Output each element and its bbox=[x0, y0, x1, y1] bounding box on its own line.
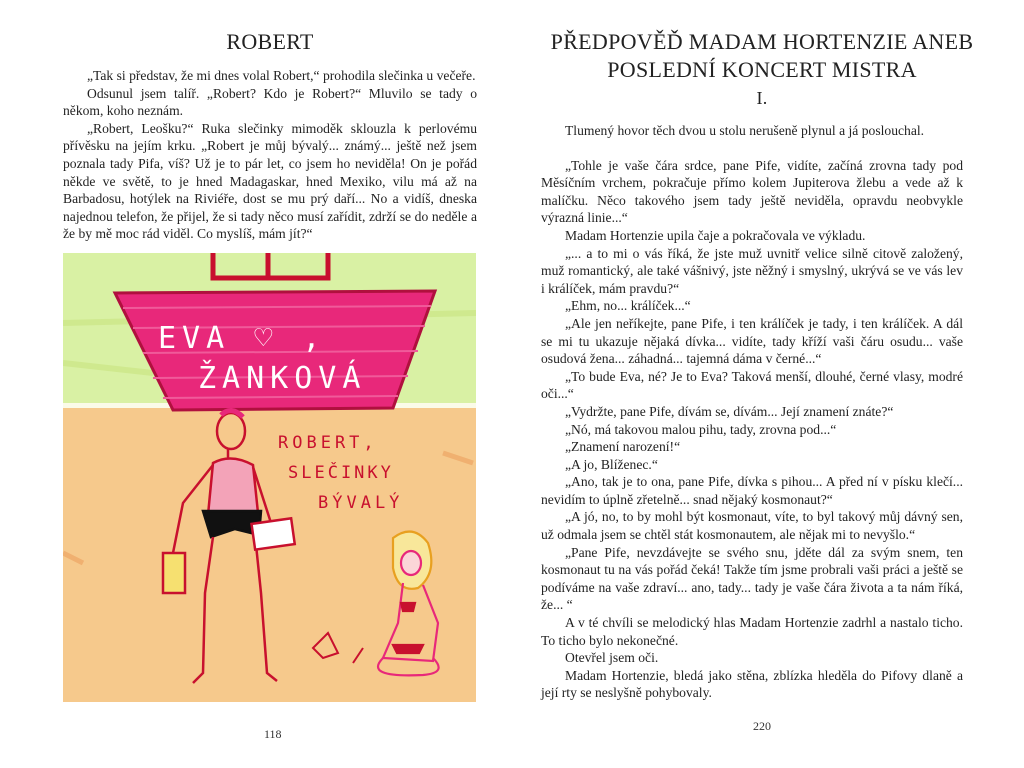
chapter-title-line2: POSLEDNÍ KONCERT MISTRA bbox=[607, 57, 917, 82]
paragraph: „Pane Pife, nevzdávejte se svého snu, jděte dál za svým snem, ten kosmonaut tu na vás pořád čeká! Takže tím jsme probrali vaši práci a ještě se podíváme na vaše zdraví... ano, tady... tady je vaše čára života a ta nám říká, že... “ bbox=[541, 544, 963, 613]
clipboard bbox=[252, 518, 295, 549]
paragraph: Odsunul jsem talíř. „Robert? Kdo je Robert?“ Mluvilo se tady o někom, koho neznám. bbox=[63, 85, 477, 119]
paragraph: „Ano, tak je to ona, pane Pife, dívka s pihou... A před ní v písku klečí... nevidím to úplně zřetelně... snad nějaký kosmonaut?“ bbox=[541, 474, 963, 507]
boat-text-line2: ŽANKOVÁ bbox=[198, 361, 367, 396]
paragraph: Tlumený hovor těch dvou u stolu nerušeně plynul a já poslouchal. bbox=[565, 123, 925, 138]
paragraph: „Tak si představ, že mi dnes volal Robert,“ prohodila slečinka u večeře. bbox=[87, 68, 476, 83]
boat-text-line1: EVA ♡ , bbox=[158, 321, 327, 356]
paragraph: Madam Hortenzie, bledá jako stěna, zblízka hleděla do Pifovy dlaně a její rty se neslyšně pohybovaly. bbox=[541, 667, 963, 701]
right-page-text bbox=[541, 122, 963, 702]
paragraph: „... a to mi o vás říká, že jste muž uvnitř velice silně citově založený, muž romantický, ale také vášnivý, jste něžný i smyslný, ukrývá se ve vás lev i králíček, mám pravdu?“ bbox=[541, 245, 963, 296]
chapter-title-line1: PŘEDPOVĚĎ MADAM HORTENZIE ANEB bbox=[550, 29, 974, 54]
paragraph: „Robert, Leošku?“ Ruka slečinky mimoděk sklouzla k perlovému přívěsku na jejím krku. „Robert je můj bývalý... známý... ještě než jsem poznala tady Pifa, víš? Už je to pár let, co jsem ho neviděla! On je pořád někde ve světě, to je hned Madagaskar, hned Mexiko, vilu má až na Barbadosu, hotýlek na Riviéře, dost se mu prý daří... No a vidíš, dneska najednou telefon, že přijel, že si tady něco musí zařídit, zdrží se do neděle a že by mě moc rád viděl. Co myslíš, mám jít?“ bbox=[63, 120, 477, 242]
page-number-left: 118 bbox=[264, 727, 282, 741]
paragraph: A v té chvíli se melodický hlas Madam Hortenzie zadrhl a nastalo ticho. To ticho bylo nekonečné. bbox=[541, 615, 963, 648]
right-page bbox=[512, 0, 1024, 768]
paragraph: „Ale jen neříkejte, pane Pife, i ten králíček je tady, i ten králíček. A dál se mi tu ukazuje nějaká dívka... vidíte, tady kříží vaši čáru osudu... vaše osudová žena... záhadná... tajemná dáma v černé...“ bbox=[541, 315, 963, 367]
paragraph: „Znamení narození!“ bbox=[565, 439, 681, 455]
chapter-title-robert: ROBERT bbox=[226, 29, 314, 54]
paragraph: „Tohle je vaše čára srdce, pane Pife, vidíte, začíná zrovna tady pod Měsíčním vrchem, pokračuje přímo kolem Jupiterova žlebu a vede až k malíčku. Něco takového jsem tady ještě neviděla, opravdu neobvykle výrazná linie...“ bbox=[541, 157, 963, 226]
caption-line1: ROBERT, bbox=[278, 433, 378, 453]
paragraph: Madam Hortenzie upila čaje a pokračovala ve výkladu. bbox=[565, 227, 866, 243]
caption-line2: SLEČINKY bbox=[288, 463, 394, 483]
caption-line3: BÝVALÝ bbox=[318, 493, 404, 513]
paragraph: „Nó, má takovou malou pihu, tady, zrovna pod...“ bbox=[565, 421, 837, 437]
paragraph: Otevřel jsem oči. bbox=[565, 650, 659, 666]
page-number-right: 220 bbox=[753, 719, 771, 733]
left-page-text bbox=[63, 67, 477, 243]
paragraph: „A jó, no, to by mohl být kosmonaut, víte, to byl takový můj dávný sen, už odmala jsem se chtěl stát kosmonautem, ale nějak mi to nevyšlo.“ bbox=[541, 509, 963, 543]
paragraph: „A jo, Blíženec.“ bbox=[565, 456, 658, 472]
paragraph: „Ehm, no... králíček...“ bbox=[565, 298, 691, 314]
paragraph: „Vydržte, pane Pife, dívám se, dívám... Její znamení znáte?“ bbox=[565, 403, 894, 419]
bucket bbox=[163, 553, 185, 593]
illustration-beach-drawing bbox=[63, 253, 476, 702]
paragraph: „To bude Eva, né? Je to Eva? Taková menší, dlouhé, černé vlasy, modré oči...“ bbox=[541, 368, 963, 402]
chapter-number: I. bbox=[756, 88, 768, 108]
